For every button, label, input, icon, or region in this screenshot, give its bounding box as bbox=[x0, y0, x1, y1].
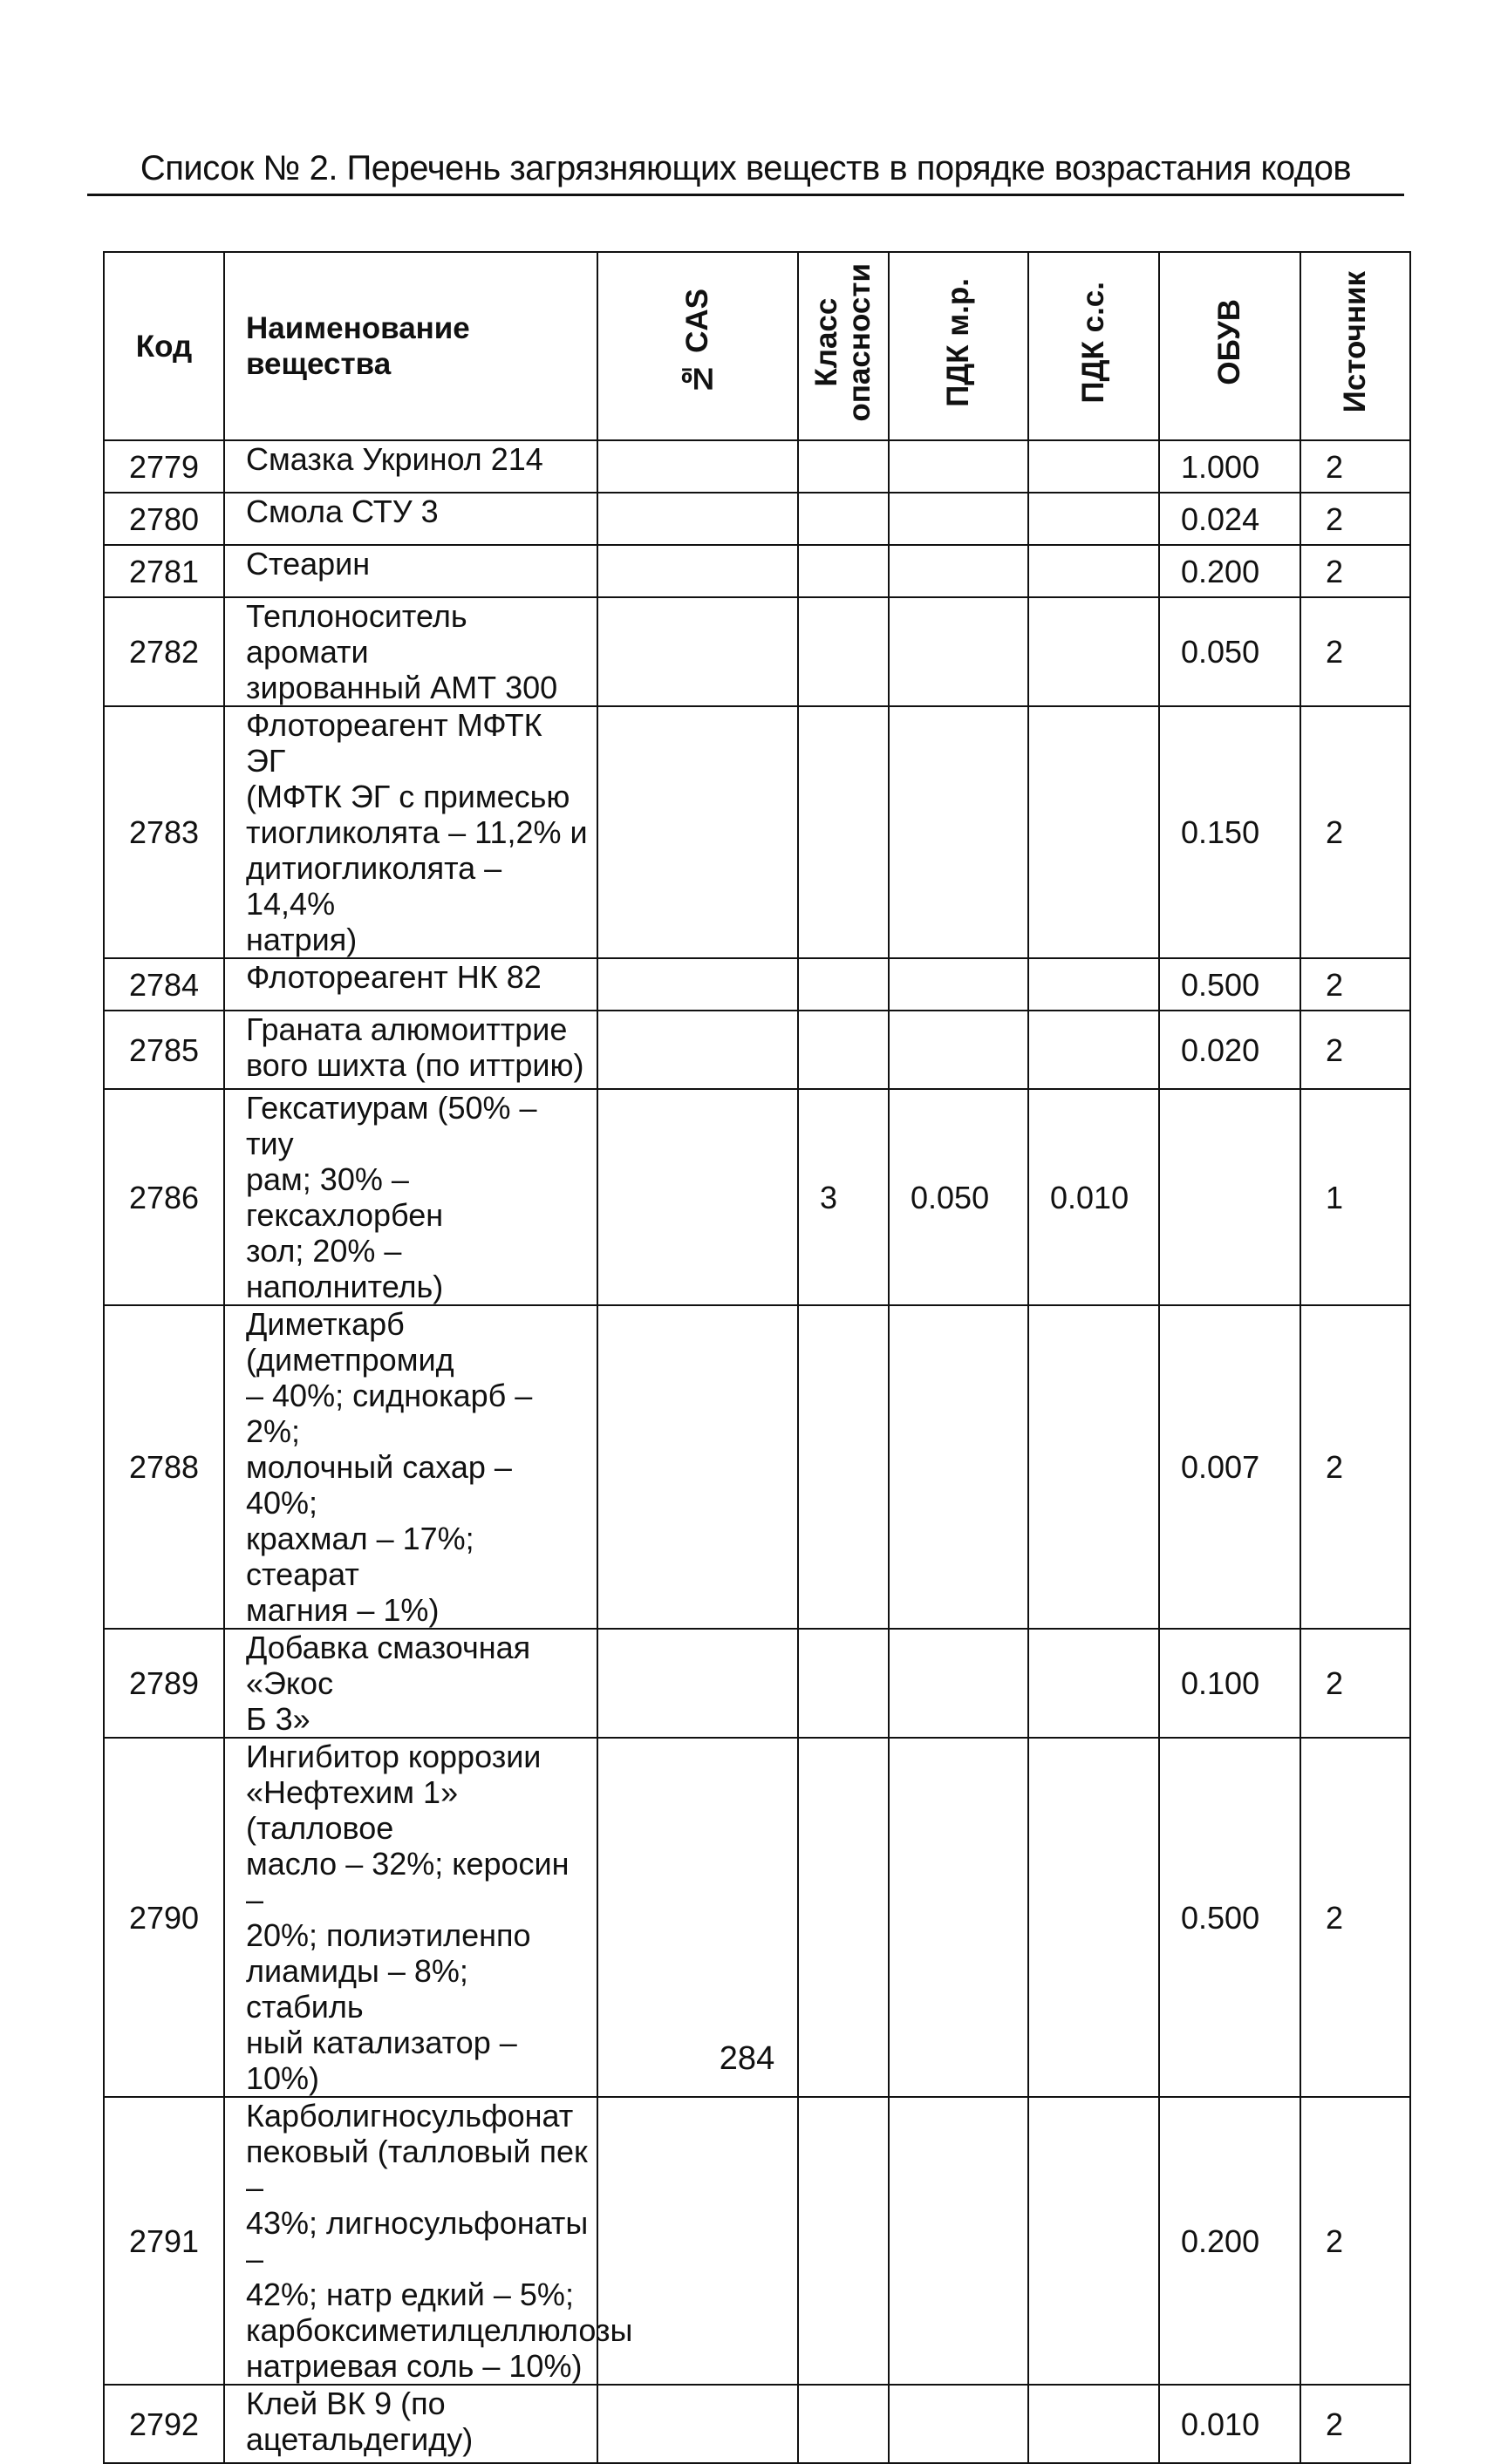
cell-pdk-mr bbox=[889, 706, 1028, 958]
cell-name: Теплоноситель аромати зированный АМТ 300 bbox=[224, 597, 597, 706]
cell-code: 2791 bbox=[104, 2097, 224, 2385]
cell-hazard-class bbox=[798, 493, 889, 545]
cell-hazard-class bbox=[798, 545, 889, 597]
cell-name: Диметкарб (диметпромид – 40%; сиднокарб – 2%; молочный сахар – 40%; крахмал – 17%; стеарат магния – 1%) bbox=[224, 1305, 597, 1629]
cell-name: Стеарин bbox=[224, 545, 597, 597]
cell-pdk-mr bbox=[889, 440, 1028, 493]
cell-source: 2 bbox=[1300, 1011, 1410, 1089]
cell-name: Смазка Укринол 214 bbox=[224, 440, 597, 493]
column-header-pdk-mr-label: ПДК м.р. bbox=[941, 277, 975, 407]
cell-obuv: 0.200 bbox=[1159, 545, 1300, 597]
cell-obuv bbox=[1159, 1089, 1300, 1305]
column-header-code: Код bbox=[104, 252, 224, 440]
cell-cas bbox=[597, 2097, 798, 2385]
column-header-cas bbox=[597, 252, 798, 440]
cell-cas bbox=[597, 1305, 798, 1629]
page-title: Список № 2. Перечень загрязняющих веществ в порядке возрастания кодов bbox=[87, 146, 1404, 196]
cell-pdk-mr: 0.050 bbox=[889, 1089, 1028, 1305]
cell-name: Клей ВК 9 (по ацетальдегиду) bbox=[224, 2385, 597, 2463]
cell-cas bbox=[597, 706, 798, 958]
table-row bbox=[104, 2097, 1410, 2385]
cell-pdk-ss bbox=[1028, 1629, 1159, 1738]
table-header-row bbox=[104, 252, 1410, 440]
cell-cas bbox=[597, 1011, 798, 1089]
column-header-pdk-mr bbox=[889, 252, 1028, 440]
table-row bbox=[104, 1305, 1410, 1629]
cell-code: 2790 bbox=[104, 1738, 224, 2097]
column-header-source bbox=[1300, 252, 1410, 440]
table-row bbox=[104, 1089, 1410, 1305]
cell-name: Ингибитор коррозии «Нефтехим 1» (талловое масло – 32%; керосин – 20%; полиэтиленпо лиамиды – 8%; стабиль ный катализатор – 10%) bbox=[224, 1738, 597, 2097]
cell-code: 2783 bbox=[104, 706, 224, 958]
cell-code: 2781 bbox=[104, 545, 224, 597]
column-header-hazard-class bbox=[798, 252, 889, 440]
cell-obuv: 0.020 bbox=[1159, 1011, 1300, 1089]
table-row bbox=[104, 440, 1410, 493]
cell-pdk-ss bbox=[1028, 597, 1159, 706]
cell-pdk-ss bbox=[1028, 706, 1159, 958]
cell-cas bbox=[597, 958, 798, 1011]
cell-hazard-class bbox=[798, 1305, 889, 1629]
cell-source: 2 bbox=[1300, 2385, 1410, 2463]
cell-obuv: 0.050 bbox=[1159, 597, 1300, 706]
cell-source: 2 bbox=[1300, 2097, 1410, 2385]
cell-pdk-ss bbox=[1028, 493, 1159, 545]
cell-obuv: 1.000 bbox=[1159, 440, 1300, 493]
cell-name: Гексатиурам (50% – тиу рам; 30% – гексахлорбен зол; 20% – наполнитель) bbox=[224, 1089, 597, 1305]
cell-pdk-ss bbox=[1028, 440, 1159, 493]
cell-name: Добавка смазочная «Экос Б 3» bbox=[224, 1629, 597, 1738]
cell-obuv: 0.150 bbox=[1159, 706, 1300, 958]
cell-hazard-class bbox=[798, 1011, 889, 1089]
cell-source: 2 bbox=[1300, 1305, 1410, 1629]
cell-pdk-ss bbox=[1028, 1305, 1159, 1629]
cell-pdk-mr bbox=[889, 2097, 1028, 2385]
cell-name: Флотореагент НК 82 bbox=[224, 958, 597, 1011]
table-row bbox=[104, 597, 1410, 706]
table-row bbox=[104, 1629, 1410, 1738]
cell-hazard-class bbox=[798, 440, 889, 493]
cell-name: Флотореагент МФТК ЭГ (МФТК ЭГ с примесью тиогликолята – 11,2% и дитиогликолята – 14,4% натрия) bbox=[224, 706, 597, 958]
cell-code: 2786 bbox=[104, 1089, 224, 1305]
cell-hazard-class bbox=[798, 706, 889, 958]
cell-cas bbox=[597, 2385, 798, 2463]
cell-hazard-class: 3 bbox=[798, 1089, 889, 1305]
cell-hazard-class bbox=[798, 597, 889, 706]
cell-pdk-ss: 0.010 bbox=[1028, 1089, 1159, 1305]
cell-source: 2 bbox=[1300, 958, 1410, 1011]
cell-cas bbox=[597, 597, 798, 706]
substances-table bbox=[103, 251, 1411, 2464]
table-row bbox=[104, 1011, 1410, 1089]
cell-pdk-mr bbox=[889, 1305, 1028, 1629]
cell-code: 2792 bbox=[104, 2385, 224, 2463]
cell-code: 2779 bbox=[104, 440, 224, 493]
cell-code: 2782 bbox=[104, 597, 224, 706]
cell-pdk-mr bbox=[889, 597, 1028, 706]
cell-hazard-class bbox=[798, 958, 889, 1011]
cell-obuv: 0.007 bbox=[1159, 1305, 1300, 1629]
cell-pdk-ss bbox=[1028, 2097, 1159, 2385]
cell-cas bbox=[597, 1089, 798, 1305]
cell-cas bbox=[597, 545, 798, 597]
table-row bbox=[104, 706, 1410, 958]
column-header-cas-label: № CAS bbox=[680, 289, 714, 396]
cell-pdk-ss bbox=[1028, 1011, 1159, 1089]
cell-name: Граната алюмоиттрие вого шихта (по иттрию) bbox=[224, 1011, 597, 1089]
column-header-pdk-ss bbox=[1028, 252, 1159, 440]
cell-obuv: 0.500 bbox=[1159, 958, 1300, 1011]
column-header-hazard-class-label: Класс опасности bbox=[809, 262, 877, 422]
cell-source: 2 bbox=[1300, 440, 1410, 493]
cell-pdk-mr bbox=[889, 958, 1028, 1011]
column-header-source-label: Источник bbox=[1338, 271, 1372, 413]
cell-pdk-ss bbox=[1028, 2385, 1159, 2463]
cell-name: Карболигносульфонат пековый (талловый пек – 43%; лигносульфонаты – 42%; натр едкий – 5%; карбоксиметилцеллюлозы натриевая соль – 10%) bbox=[224, 2097, 597, 2385]
cell-hazard-class bbox=[798, 2097, 889, 2385]
table-body bbox=[104, 440, 1410, 2463]
cell-obuv: 0.500 bbox=[1159, 1738, 1300, 2097]
cell-source: 2 bbox=[1300, 1629, 1410, 1738]
table-row bbox=[104, 545, 1410, 597]
cell-code: 2780 bbox=[104, 493, 224, 545]
table-row bbox=[104, 2385, 1410, 2463]
column-header-name: Наименование вещества bbox=[224, 252, 597, 440]
cell-source: 2 bbox=[1300, 706, 1410, 958]
cell-pdk-mr bbox=[889, 493, 1028, 545]
cell-cas bbox=[597, 440, 798, 493]
page-number: 284 bbox=[719, 2040, 775, 2077]
cell-source: 2 bbox=[1300, 597, 1410, 706]
table-row bbox=[104, 493, 1410, 545]
cell-hazard-class bbox=[798, 1629, 889, 1738]
cell-code: 2788 bbox=[104, 1305, 224, 1629]
cell-name: Смола СТУ 3 bbox=[224, 493, 597, 545]
cell-obuv: 0.024 bbox=[1159, 493, 1300, 545]
cell-code: 2785 bbox=[104, 1011, 224, 1089]
cell-hazard-class bbox=[798, 2385, 889, 2463]
cell-source: 2 bbox=[1300, 493, 1410, 545]
table-row bbox=[104, 958, 1410, 1011]
cell-cas bbox=[597, 493, 798, 545]
cell-source: 1 bbox=[1300, 1089, 1410, 1305]
cell-code: 2789 bbox=[104, 1629, 224, 1738]
cell-cas bbox=[597, 1629, 798, 1738]
cell-source: 2 bbox=[1300, 1738, 1410, 2097]
cell-obuv: 0.100 bbox=[1159, 1629, 1300, 1738]
column-header-obuv-label: ОБУВ bbox=[1212, 299, 1246, 385]
cell-pdk-mr bbox=[889, 1629, 1028, 1738]
cell-obuv: 0.010 bbox=[1159, 2385, 1300, 2463]
column-header-obuv bbox=[1159, 252, 1300, 440]
cell-pdk-ss bbox=[1028, 545, 1159, 597]
cell-pdk-ss bbox=[1028, 958, 1159, 1011]
cell-source: 2 bbox=[1300, 545, 1410, 597]
column-header-pdk-ss-label: ПДК с.с. bbox=[1076, 281, 1110, 404]
cell-obuv: 0.200 bbox=[1159, 2097, 1300, 2385]
cell-code: 2784 bbox=[104, 958, 224, 1011]
cell-pdk-mr bbox=[889, 545, 1028, 597]
cell-pdk-mr bbox=[889, 2385, 1028, 2463]
cell-pdk-mr bbox=[889, 1011, 1028, 1089]
